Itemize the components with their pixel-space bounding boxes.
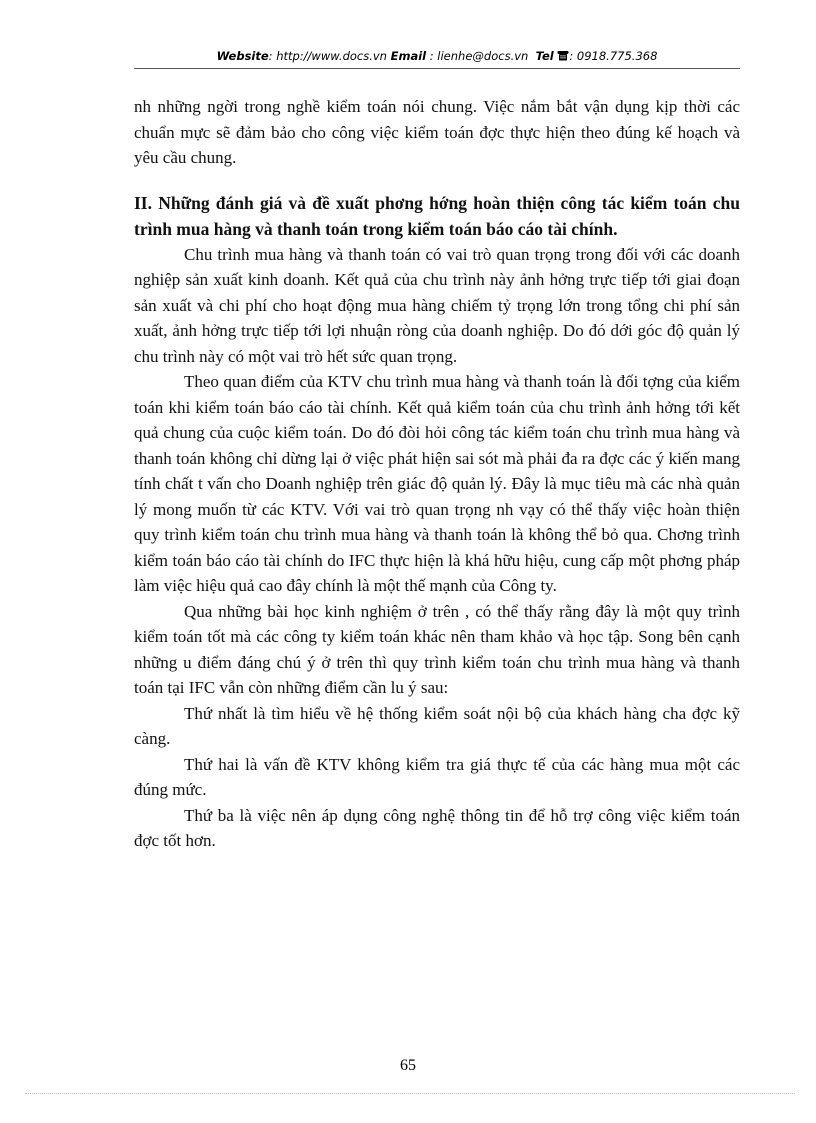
paragraph: Chu trình mua hàng và thanh toán có vai trò quan trọng trong đối với các doanh nghiệp sản xuất kinh doanh. Kết quả của chu trình này ảnh hởng trực tiếp tới giai đoạn sản xuất và chi phí cho hoạt động mua hàng chiếm tỷ trọng lớn trong tổng chi phí sản xuất, ảnh hởng trực tiếp tới lợi nhuận ròng của doanh nghiệp. Do đó dới góc độ quản lý chu trình này có một vai trò hết sức quan trọng.	[134, 244, 740, 366]
paragraph: Thứ ba là việc nên áp dụng công nghệ thông tin để hỗ trợ công việc kiểm toán đợc tốt hơn.	[134, 805, 740, 850]
paragraph: Theo quan điểm của KTV chu trình mua hàng và thanh toán là đối tợng của kiểm toán khi kiểm toán báo cáo tài chính. Kết quả kiểm toán của chu trình ảnh hởng tới kết quả chung của cuộc kiểm toán. Do đó đòi hỏi công tác kiểm toán chu trình mua hàng và thanh toán không chỉ dừng lại ở việc phát hiện sai sót mà phải đa ra đợc các ý kiến mang tính chất t vấn cho Doanh nghiệp trên giác độ quản lý. Đây là mục tiêu mà các nhà quản lý mong muốn từ các KTV. Với vai trò quan trọng nh vạy có thể thấy việc hoàn thiện quy trình kiểm toán chu trình mua hàng và thanh toán là không thể bỏ qua. Chơng trình kiểm toán báo cáo tài chính do IFC thực hiện là khá hữu hiệu, cung cấp một phơng pháp làm việc hiệu quả cao đây chính là một thế mạnh của Công ty.	[134, 372, 740, 595]
website-value: : http://www.docs.vn	[268, 49, 387, 63]
section-heading: II. Những đánh giá và đề xuất phơng hớng hoàn thiện công tác kiểm toán chu trình mua hàng và thanh toán trong kiểm toán báo cáo tài chính.	[134, 192, 740, 239]
paragraph: Thứ hai là vấn đề KTV không kiểm tra giá thực tế của các hàng mua một các đúng mức.	[134, 754, 740, 799]
paragraph: Qua những bài học kinh nghiệm ở trên , có thể thấy rằng đây là một quy trình kiểm toán tốt mà các công ty kiểm toán khác nên tham khảo và học tập. Song bên cạnh những u điểm đáng chú ý ở trên thì quy trình kiểm toán chu trình mua hàng và thanh toán tại IFC vẫn còn những điểm cần lu ý sau:	[134, 601, 740, 697]
page-number: 65	[400, 1057, 416, 1074]
website-label: Website	[216, 49, 269, 63]
email-label: Email	[390, 49, 427, 63]
paragraph-continuation: nh những ngời trong nghề kiểm toán nói chung. Việc nắm bắt vận dụng kịp thời các chuẩn mực sẽ đảm bảo cho công việc kiểm toán đợc thực hiện theo đúng kế hoạch và yêu cầu chung.	[134, 97, 740, 167]
footer-rule	[25, 1093, 795, 1094]
paragraph: Thứ nhất là tìm hiểu về hệ thống kiểm soát nội bộ của khách hàng cha đợc kỹ càng.	[134, 703, 740, 748]
email-value: : lienhe@docs.vn	[426, 49, 529, 63]
tel-value: : 0918.775.368	[569, 49, 658, 63]
header-rule	[134, 68, 740, 69]
document-body	[134, 94, 740, 854]
phone-icon	[557, 50, 569, 64]
page-header	[134, 49, 740, 64]
tel-label: Tel	[535, 49, 554, 63]
